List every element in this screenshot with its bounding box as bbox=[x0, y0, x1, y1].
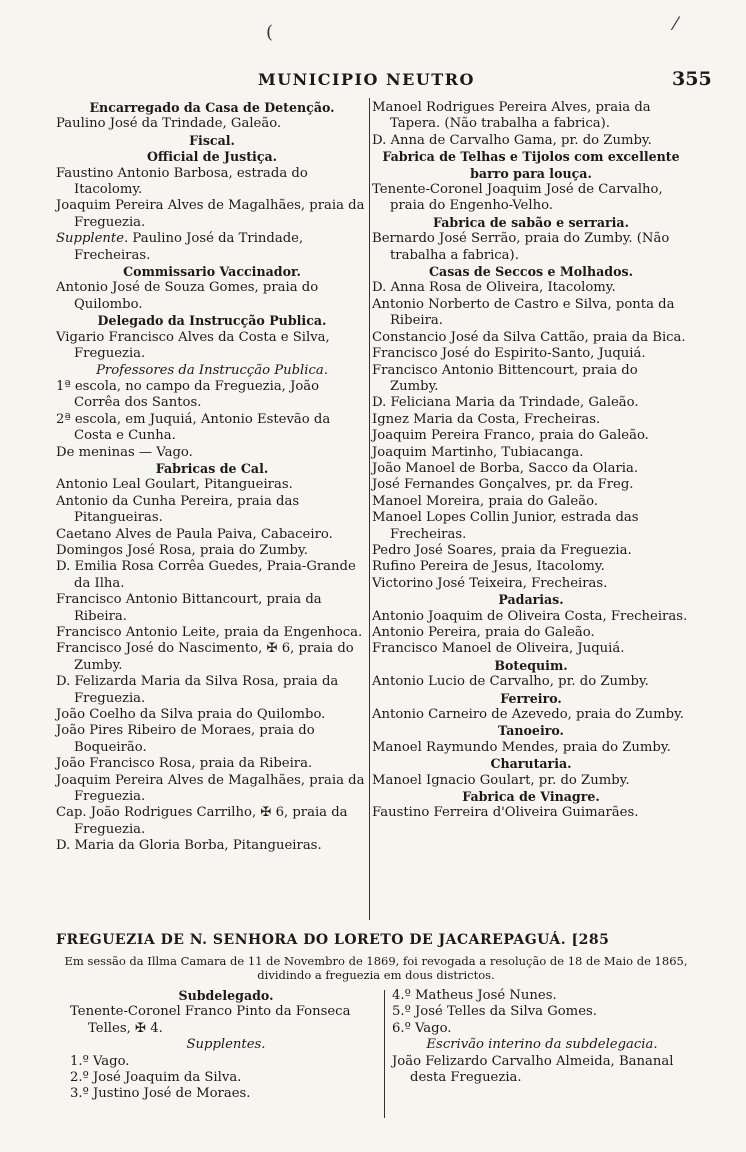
directory-entry: Joaquim Pereira Alves de Magalhães, praia da Freguezia. bbox=[56, 772, 365, 805]
directory-entry: Antonio Norberto de Castro e Silva, ponta da Ribeira. bbox=[372, 296, 675, 329]
directory-entry: 2.º José Joaquim da Silva. bbox=[70, 1070, 242, 1086]
directory-entry: Manoel Moreira, praia do Galeão. bbox=[372, 493, 598, 509]
section-heading: Fabrica de Telhas e Tijolos com excellente barro para louça. bbox=[382, 149, 680, 181]
directory-entry: Constancio José da Silva Cattão, praia da Bica. bbox=[372, 329, 686, 345]
directory-entry: 5.º José Telles da Silva Gomes. bbox=[392, 1004, 597, 1020]
section-heading: Fiscal. bbox=[189, 132, 235, 148]
directory-entry: Joaquim Pereira Franco, praia do Galeão. bbox=[372, 428, 649, 444]
directory-entry: Domingos José Rosa, praia do Zumby. bbox=[56, 542, 308, 558]
subheading: Supplentes. bbox=[186, 1037, 266, 1053]
directory-entry: Manoel Rodrigues Pereira Alves, praia da Tapera. (Não trabalha a fabrica). bbox=[372, 100, 651, 132]
bottom-right-column bbox=[392, 988, 692, 1086]
directory-entry: D. Felizarda Maria da Silva Rosa, praia da Freguezia. bbox=[56, 674, 339, 706]
directory-entry: 1ª escola, no campo da Freguezia, João Corrêa dos Santos. bbox=[56, 378, 320, 411]
directory-entry: Francisco Antonio Bittancourt, praia da Ribeira. bbox=[56, 592, 322, 624]
margin-mark: ⁄ bbox=[674, 14, 678, 35]
directory-entry: Francisco Antonio Bittencourt, praia do Zumby. bbox=[372, 362, 638, 394]
section-heading: Casas de Seccos e Molhados. bbox=[429, 264, 633, 280]
section-heading: Official de Justiça. bbox=[146, 149, 278, 165]
directory-entry: 3.º Justino José de Moraes. bbox=[70, 1086, 251, 1102]
section-heading: Commissario Vaccinador. bbox=[123, 264, 301, 280]
section-heading: Ferreiro. bbox=[500, 690, 562, 706]
section-heading: Botequim. bbox=[494, 657, 568, 673]
directory-entry: Manoel Raymundo Mendes, praia do Zumby. bbox=[372, 739, 671, 755]
directory-entry: D. Maria da Gloria Borba, Pitangueiras. bbox=[56, 838, 322, 854]
section-heading: Fabrica de sabão e serraria. bbox=[433, 214, 629, 230]
directory-entry: Cap. João Rodrigues Carrilho, ✠ 6, praia da Freguezia. bbox=[56, 805, 348, 837]
directory-entry: João Felizardo Carvalho Almeida, Bananal desta Freguezia. bbox=[392, 1053, 674, 1086]
directory-entry: Vigario Francisco Alves da Costa e Silva, Freguezia. bbox=[56, 329, 330, 362]
directory-entry: D. Feliciana Maria da Trindade, Galeão. bbox=[372, 395, 639, 411]
directory-entry: Tenente-Coronel Joaquim José de Carvalho, praia do Engenho-Velho. bbox=[372, 182, 663, 214]
directory-entry: D. Anna Rosa de Oliveira, Itacolomy. bbox=[372, 280, 616, 296]
section-heading: Delegado da Instrucção Publica. bbox=[97, 313, 327, 329]
column-divider bbox=[384, 990, 385, 1118]
section-heading: Encarregado da Casa de Detenção. bbox=[89, 100, 335, 115]
section-heading: Tanoeiro. bbox=[498, 723, 564, 739]
directory-entry: Antonio José de Souza Gomes, praia do Quilombo. bbox=[56, 280, 319, 312]
directory-entry: 1.º Vago. bbox=[70, 1053, 130, 1069]
section-title: FREGUEZIA DE N. SENHORA DO LORETO DE JACAREPAGUÁ. [285 bbox=[56, 932, 610, 948]
directory-entry: Antonio Leal Goulart, Pitangueiras. bbox=[56, 477, 293, 493]
directory-entry: Joaquim Pereira Alves de Magalhães, praia da Freguezia. bbox=[56, 198, 365, 230]
directory-entry: D. Anna de Carvalho Gama, pr. do Zumby. bbox=[372, 132, 652, 148]
section-heading: Charutaria. bbox=[490, 756, 572, 772]
directory-entry: Francisco Antonio Leite, praia da Engenhoca. bbox=[56, 625, 363, 640]
directory-entry: João Manoel de Borba, Sacco da Olaria. bbox=[372, 460, 639, 476]
directory-entry: Joaquim Martinho, Tubiacanga. bbox=[372, 444, 584, 460]
page-number: 355 bbox=[672, 68, 712, 90]
section-heading: Fabricas de Cal. bbox=[155, 460, 269, 476]
margin-mark: ( bbox=[266, 22, 274, 43]
directory-entry: João Francisco Rosa, praia da Ribeira. bbox=[56, 756, 313, 772]
directory-entry: Francisco Manoel de Oliveira, Juquiá. bbox=[372, 641, 625, 657]
column-divider bbox=[369, 98, 370, 920]
directory-entry: João Coelho da Silva praia do Quilombo. bbox=[56, 707, 326, 723]
section-note: Em sessão da Illma Camara de 11 de Novembro de 1869, foi revogada a resolução de 18 de Maio de 1865, dividindo a freguezia em dous districtos. bbox=[64, 954, 688, 982]
directory-entry: Antonio Carneiro de Azevedo, praia do Zumby. bbox=[372, 707, 684, 723]
directory-entry: Antonio Joaquim de Oliveira Costa, Frecheiras. bbox=[372, 608, 688, 624]
directory-entry: D. Emilia Rosa Corrêa Guedes, Praia-Grande da Ilha. bbox=[56, 559, 356, 591]
directory-entry: Caetano Alves de Paula Paiva, Cabaceiro. bbox=[56, 526, 333, 542]
subheading: Escrivão interino da subdelegacia. bbox=[426, 1037, 658, 1053]
directory-entry: De meninas — Vago. bbox=[56, 444, 193, 460]
directory-entry: Pedro José Soares, praia da Freguezia. bbox=[372, 542, 632, 558]
bottom-left-column bbox=[70, 988, 382, 1103]
directory-entry: Faustino Antonio Barbosa, estrada do Itacolomy. bbox=[56, 165, 308, 198]
directory-entry: Francisco José do Espirito-Santo, Juquiá. bbox=[372, 346, 646, 362]
directory-entry: Manoel Lopes Collin Junior, estrada das Frecheiras. bbox=[372, 510, 639, 542]
directory-entry: Antonio da Cunha Pereira, praia das Pitangueiras. bbox=[56, 493, 300, 526]
section-heading: Subdelegado. bbox=[178, 988, 274, 1003]
directory-entry bbox=[56, 231, 368, 264]
directory-entry: João Pires Ribeiro de Moraes, praia do Boqueirão. bbox=[56, 723, 315, 755]
section-heading: Padarias. bbox=[498, 592, 564, 608]
directory-entry: Tenente-Coronel Franco Pinto da Fonseca Telles, ✠ 4. bbox=[70, 1004, 351, 1036]
directory-entry: 6.º Vago. bbox=[392, 1020, 452, 1036]
directory-entry: Faustino Ferreira d'Oliveira Guimarães. bbox=[372, 805, 639, 821]
entry-text: Paulino José da Trindade, Frecheiras. bbox=[74, 231, 304, 263]
page-header bbox=[0, 68, 746, 96]
running-title: MUNICIPIO NEUTRO bbox=[258, 70, 475, 89]
directory-entry: Bernardo José Serrão, praia do Zumby. (Não trabalha a fabrica). bbox=[372, 231, 670, 263]
directory-entry: Antonio Lucio de Carvalho, pr. do Zumby. bbox=[372, 674, 649, 690]
subheading: Professores da Instrucção Publica. bbox=[96, 362, 328, 378]
directory-entry: Francisco José do Nascimento, ✠ 6, praia do Zumby. bbox=[56, 641, 354, 673]
right-column bbox=[372, 100, 690, 822]
left-column bbox=[56, 100, 368, 855]
directory-entry: Victorino José Teixeira, Frecheiras. bbox=[372, 575, 608, 591]
entry-label: Supplente. bbox=[56, 231, 129, 247]
directory-entry: Ignez Maria da Costa, Frecheiras. bbox=[372, 411, 601, 427]
directory-entry: Paulino José da Trindade, Galeão. bbox=[56, 116, 282, 132]
section-heading: Fabrica de Vinagre. bbox=[462, 789, 600, 805]
directory-entry: Rufino Pereira de Jesus, Itacolomy. bbox=[372, 559, 605, 575]
directory-entry: 2ª escola, em Juquiá, Antonio Estevão da Costa e Cunha. bbox=[56, 411, 331, 444]
directory-entry: Antonio Pereira, praia do Galeão. bbox=[372, 625, 595, 640]
directory-entry: 4.º Matheus José Nunes. bbox=[392, 988, 557, 1003]
directory-entry: Manoel Ignacio Goulart, pr. do Zumby. bbox=[372, 772, 630, 788]
directory-entry: José Fernandes Gonçalves, pr. da Freg. bbox=[372, 477, 634, 493]
